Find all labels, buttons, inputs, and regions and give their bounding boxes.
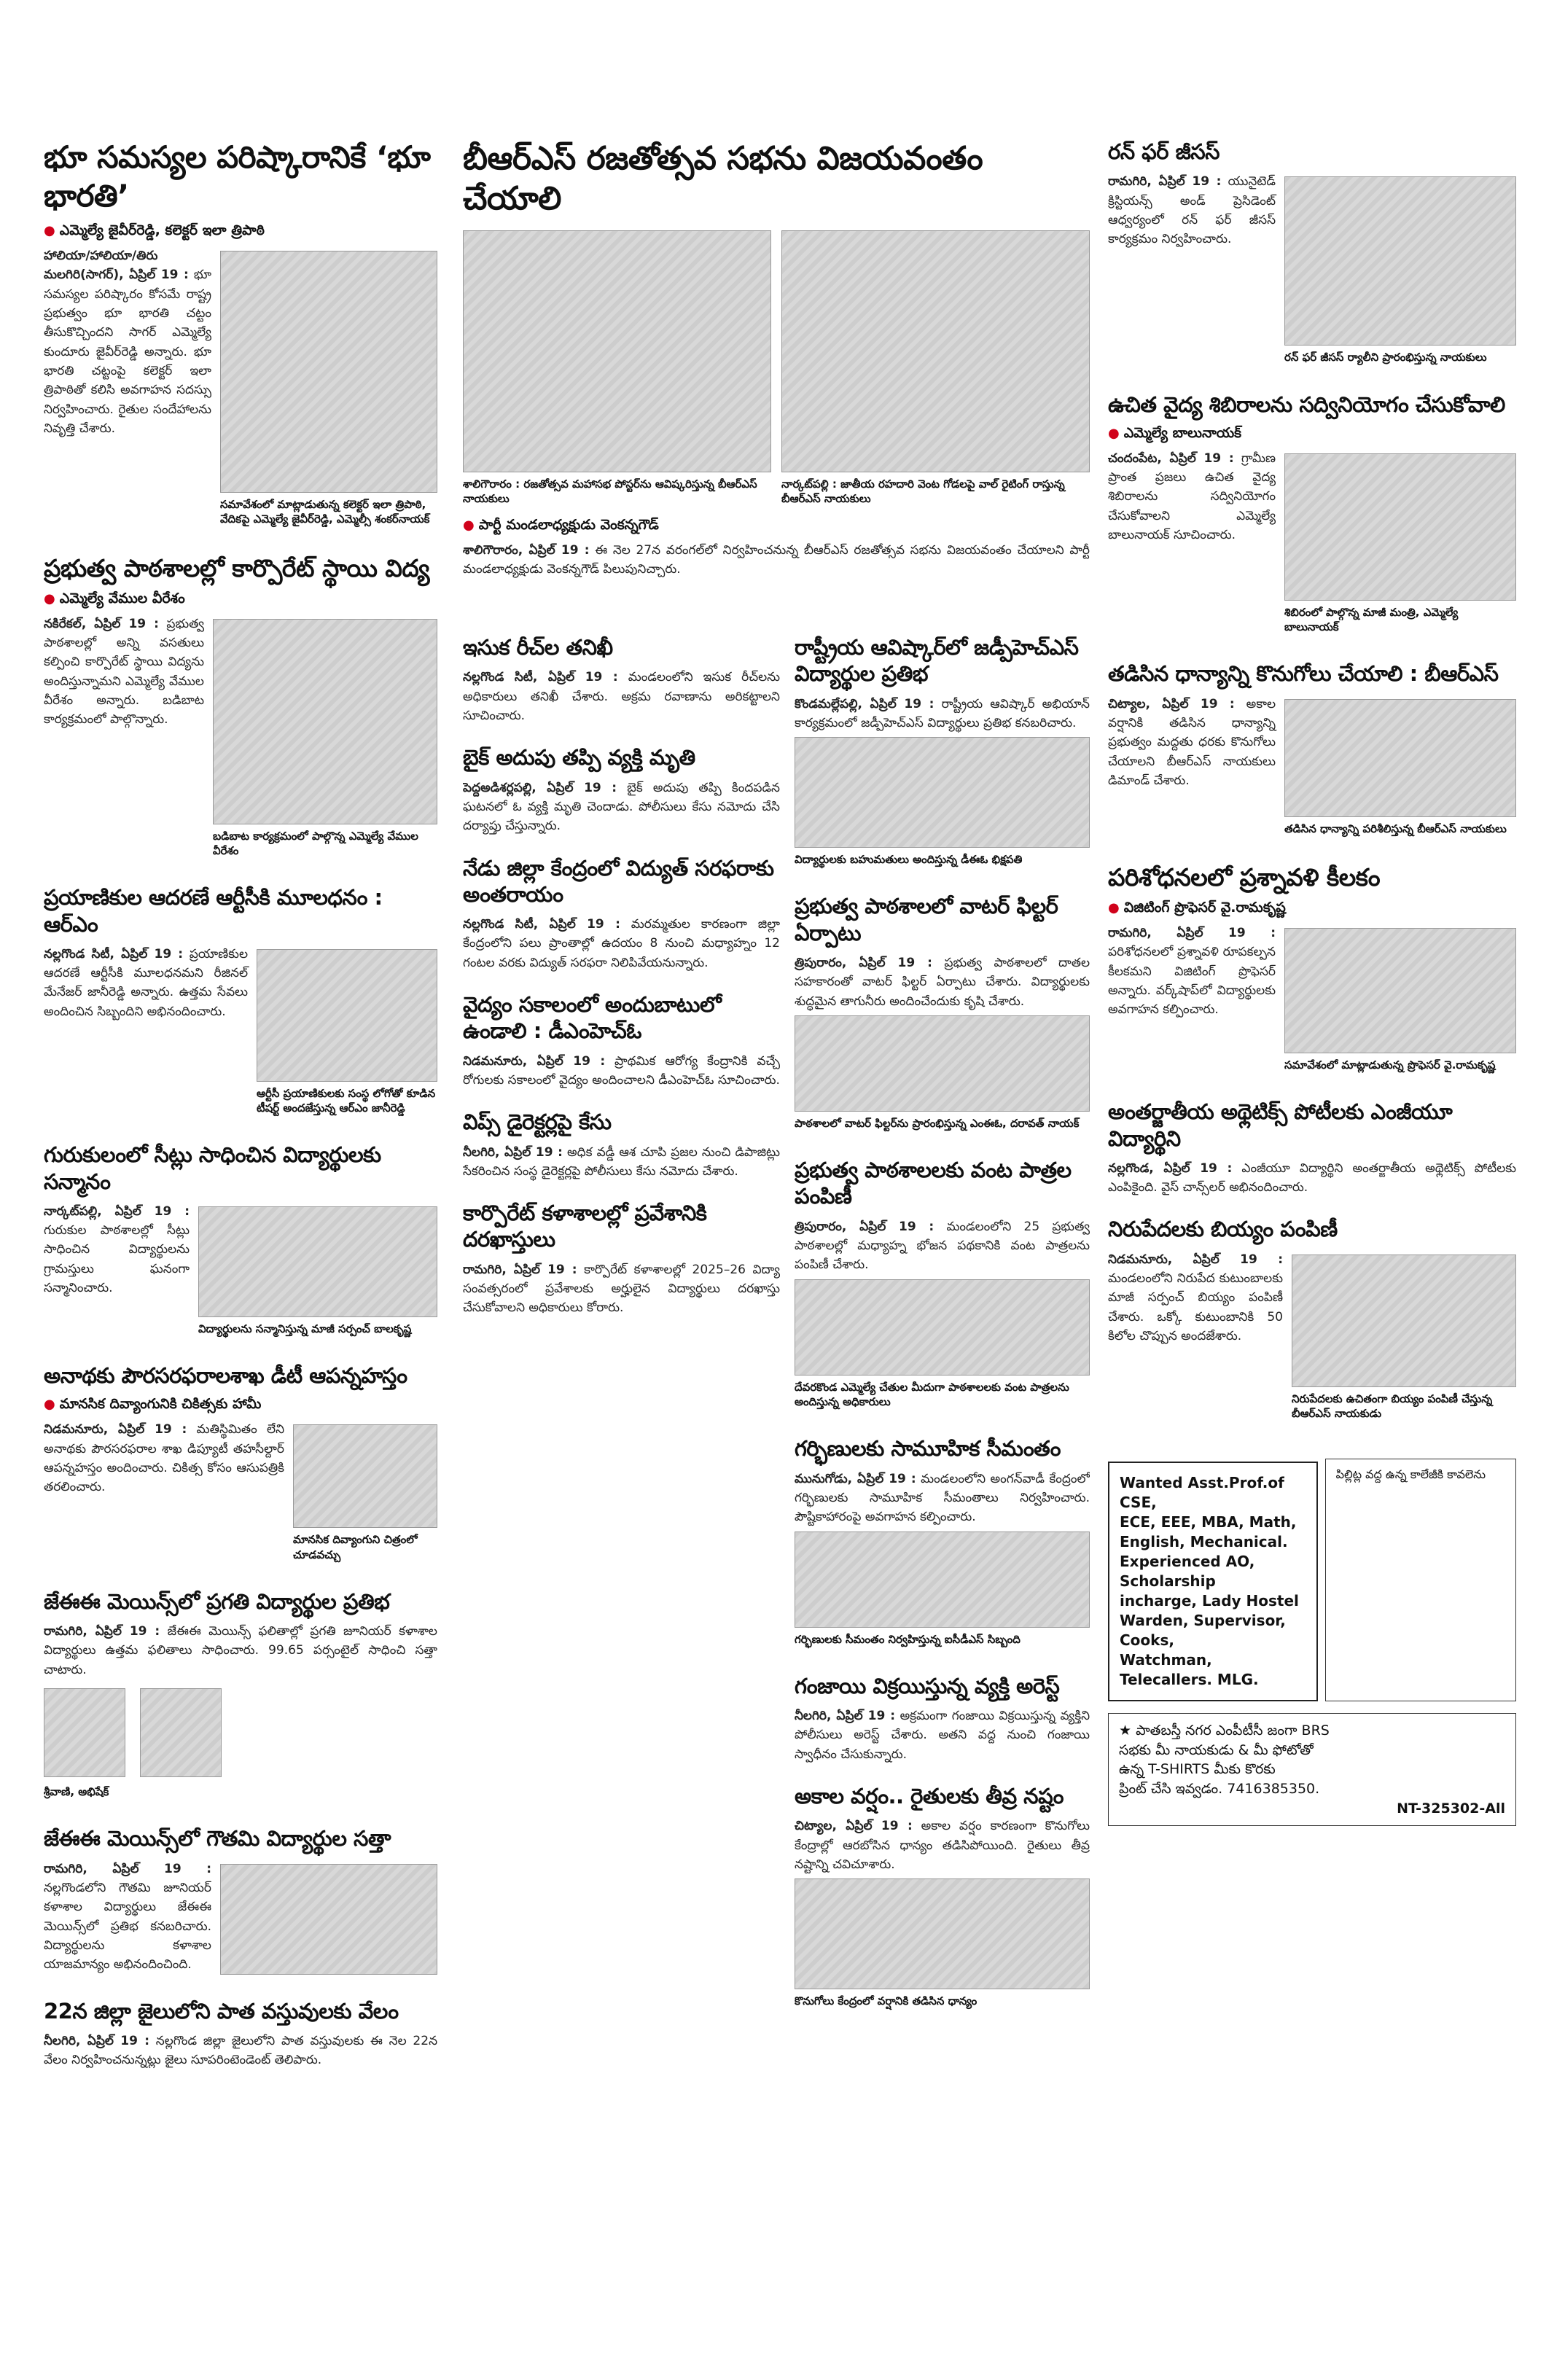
- student-photo-2: [140, 1688, 222, 1777]
- article-orphan-help: [44, 1362, 437, 1569]
- article-bike-accident: [463, 744, 780, 835]
- headline: ఉచిత వైద్య శిబిరాలను సద్వినియోగం చేసుకోవాలి: [1108, 391, 1505, 417]
- rtc-photo: [257, 949, 437, 1082]
- photo-caption: కొనుగోలు కేంద్రంలో వర్షానికి తడిసిన ధాన్యం: [795, 1994, 977, 2008]
- prize-photo: [795, 737, 1090, 848]
- article-body: నీలగిరి, ఏప్రిల్ 19 : అధిక వడ్డీ ఆశ చూపి ప్రజల నుంచి డిపాజిట్లు సేకరించిన సంస్థ డైరెక్టర్లపై పోలీసులు కేసు నమోదు చేశారు.: [463, 1144, 780, 1179]
- article-body: చిట్యాల, ఏప్రిల్ 19 : అకాల వర్షానికి తడిసిన ధాన్యాన్ని ప్రభుత్వం మద్దతు ధరకు కొనుగోలు చేయాలని బీఆర్‌ఎస్ నాయకులు డిమాండ్ చేశారు.: [1108, 696, 1276, 788]
- byline: ● ఎమ్మెల్యే జైవీర్‌రెడ్డి, కలెక్టర్ ఇలా త్రిపాఠి: [44, 222, 265, 238]
- article-run-for-jesus: [1108, 138, 1516, 372]
- photo-caption: దేవరకొండ ఎమ్మెల్యే చేతుల మీదుగా పాఠశాలలకు వంట పాత్రలను అందిస్తున్న అధికారులు: [795, 1380, 1069, 1408]
- wall-writing-photo: [781, 230, 1090, 472]
- article-body: నల్లగొండ, ఏప్రిల్ 19 : ఎంజీయూ విద్యార్థిని అంతర్జాతీయ అథ్లెటిక్స్ పోటీలకు ఎంపికైంది. వైస్ చాన్స్‌లర్ అభినందించారు.: [1108, 1160, 1516, 1195]
- headline: అంతర్జాతీయ అథ్లెటిక్స్ పోటీలకు ఎంజీయూ విద్యార్థిని: [1108, 1099, 1453, 1151]
- article-body: నీలగిరి, ఏప్రిల్ 19 : అక్రమంగా గంజాయి విక్రయిస్తున్న వ్యక్తిని పోలీసులు అరెస్ట్ చేశారు. అతని వద్ద నుంచి గంజాయి స్వాధీనం చేసుకున్నారు.: [795, 1709, 1090, 1762]
- badibata-photo: [213, 619, 437, 824]
- headline: కార్పొరేట్ కళాశాలల్లో ప్రవేశానికి దరఖాస్తులు: [463, 1201, 707, 1252]
- headline: ఇసుక రీచ్‌ల తనిఖీ: [463, 635, 613, 660]
- article-water-filter: [795, 893, 1090, 1138]
- article-jee-pragathi: [44, 1588, 437, 1807]
- byline: ● విజిటింగ్ ప్రొఫెసర్ వై.రామకృష్ణ: [1108, 900, 1286, 916]
- article-sand-reach: [463, 634, 780, 725]
- headline: రన్ ఫర్ జీసస్: [1108, 139, 1220, 164]
- column-3: [795, 634, 1090, 2035]
- vessels-photo: [795, 1279, 1090, 1376]
- students-group-photo: [220, 1864, 437, 1975]
- article-research: [1108, 862, 1516, 1080]
- photo-caption: సమావేశంలో మాట్లాడుతున్న కలెక్టర్ ఇలా త్రిపాఠి, వేదికపై ఎమ్మెల్యే జైవీర్‌రెడ్డి, ఎమ్మెల్సీ శంకర్‌నాయక్: [220, 498, 430, 526]
- photo-caption: శిబిరంలో పాల్గొన్న మాజీ మంత్రి, ఎమ్మెల్యే బాలునాయక్: [1284, 605, 1459, 633]
- poster-launch-photo: [463, 230, 771, 472]
- column-2: [463, 634, 780, 1337]
- student-photo-1: [44, 1688, 125, 1777]
- article-body: కొండమల్లేపల్లి, ఏప్రిల్ 19 : రాష్ట్రీయ ఆవిష్కార్ అభియాన్ కార్యక్రమంలో జడ్పీహెచ్‌ఎస్ విద్యార్థులు ప్రతిభ కనబరిచారు.: [795, 696, 1090, 730]
- article-dmho: [463, 991, 780, 1090]
- bullet-icon: ●: [1108, 900, 1120, 916]
- lead-byline: ● పార్టీ మండలాధ్యక్షుడు వెంకన్నగౌడ్: [463, 516, 659, 533]
- article-jail-auction: [44, 1998, 437, 2070]
- headline: వైద్యం సకాలంలో అందుబాటులో ఉండాలి : డీఎంహెచ్‌ఓ: [463, 992, 722, 1044]
- professor-photo: [1284, 928, 1516, 1053]
- article-corporate-education: [44, 553, 437, 866]
- article-bhu-bharati: [44, 138, 437, 534]
- meeting-photo: [220, 251, 437, 493]
- headline: గంజాయి విక్రయిస్తున్న వ్యక్తి అరెస్ట్: [795, 1673, 1060, 1698]
- article-body: మునుగోడు, ఏప్రిల్ 19 : మండలంలోని అంగన్‌వాడీ కేంద్రంలో గర్భిణులకు సామూహిక సీమంతాలు నిర్వహించారు. పౌష్టికాహారంపై అవగాహన కల్పించారు.: [795, 1471, 1090, 1525]
- lead-story-banner: [463, 138, 1090, 579]
- bullet-icon: ●: [1108, 425, 1120, 441]
- article-body: నిడమనూరు, ఏప్రిల్ 19 : మతిస్థిమితం లేని అనాథకు పౌరసరఫరాల శాఖ డిప్యూటీ తహసీల్దార్ ఆపన్నహస్తం అందించారు. చికిత్స కోసం ఆసుపత్రికి తరలించారు.: [44, 1422, 285, 1495]
- column-4: [1108, 138, 1516, 1826]
- article-body: నీలగిరి, ఏప్రిల్ 19 : నల్లగొండ జిల్లా జైలులోని పాత వస్తువులకు ఈ నెల 22న వేలం నిర్వహించనున్నట్లు జైలు సూపరింటెండెంట్ తెలిపారు.: [44, 2033, 437, 2068]
- article-body: నార్కట్‌పల్లి, ఏప్రిల్ 19 : గురుకుల పాఠశాలల్లో సీట్లు సాధించిన విద్యార్థులను గ్రామస్తులు ఘనంగా సన్మానించారు.: [44, 1203, 190, 1296]
- article-aavishkar: [795, 634, 1090, 874]
- headline: ప్రభుత్వ పాఠశాలల్లో కార్పొరేట్ స్థాయి విద్య: [44, 553, 430, 582]
- headline: గర్భిణులకు సామూహిక సీమంతం: [795, 1436, 1061, 1462]
- felicitation-photo: [198, 1206, 437, 1317]
- rice-photo: [1292, 1255, 1516, 1387]
- photo-caption: తడిసిన ధాన్యాన్ని పరిశీలిస్తున్న బీఆర్‌ఎస్ నాయకులు: [1284, 822, 1507, 835]
- headline: 22న జిల్లా జైలులోని పాత వస్తువులకు వేలం: [44, 1998, 399, 2024]
- article-wet-grain: [1108, 660, 1516, 843]
- article-jee-gouthami: [44, 1825, 437, 1978]
- headline: విప్స్ డైరెక్టర్లపై కేసు: [463, 1109, 612, 1135]
- photo-caption-right: నార్కట్‌పల్లి : జాతీయ రహదారి వెంట గోడలపై వాల్ రైటింగ్ రాస్తున్న బీఆర్‌ఎస్ నాయకులు: [781, 477, 1065, 506]
- headline: జేఈఈ మెయిన్స్‌లో గౌతమి విద్యార్థుల సత్తా: [44, 1826, 391, 1852]
- article-gurukul: [44, 1142, 437, 1343]
- headline: అకాల వర్షం.. రైతులకు తీవ్ర నష్టం: [795, 1784, 1064, 1809]
- lead-body: శాలిగౌరారం, ఏప్రిల్ 19 : ఈ నెల 27న వరంగల్‌లో నిర్వహించనున్న బీఆర్‌ఎస్ రజతోత్సవ సభను విజయవంతం చేయాలని పార్టీ మండలాధ్యక్షుడు వెంకన్నగౌడ్ పిలుపునిచ్చారు.: [463, 542, 1090, 577]
- article-body: నల్లగొండ సిటీ, ఏప్రిల్ 19 : మండలంలోని ఇసుక రీచ్‌లను అధికారులు తనిఖీ చేశారు. అక్రమ రవాణాను అరికట్టాలని సూచించారు.: [463, 670, 780, 723]
- article-rice-distribution: [1108, 1216, 1516, 1428]
- column-1: [44, 138, 437, 2088]
- byline: ● మానసిక దివ్యాంగునికి చికిత్సకు హామీ: [44, 1396, 262, 1413]
- article-athletics: [1108, 1099, 1516, 1197]
- article-body: నిడమనూరు, ఏప్రిల్ 19 : ప్రాథమిక ఆరోగ్య కేంద్రానికి వచ్చే రోగులకు సకాలంలో వైద్యం అందించాలని డీఎంహెచ్‌ఓ సూచించారు.: [463, 1053, 780, 1088]
- headline: తడిసిన ధాన్యాన్ని కొనుగోలు చేయాలి : బీఆర్‌ఎస్: [1108, 661, 1499, 687]
- seemantham-photo: [795, 1532, 1090, 1628]
- article-body: రామగిరి, ఏప్రిల్ 19 : పరిశోధనలలో ప్రశ్నావళి రూపకల్పన కీలకమని విజిటింగ్ ప్రొఫెసర్ అన్నారు. వర్క్‌షాప్‌లో విద్యార్థులకు అవగాహన కల్పించారు.: [1108, 926, 1276, 1018]
- photo-caption: శ్రీవాణి, అభిషేక్: [44, 1785, 109, 1799]
- bullet-icon: ●: [463, 517, 475, 533]
- byline: ● ఎమ్మెల్యే బాలునాయక్: [1108, 424, 1242, 441]
- article-body: త్రిపురారం, ఏప్రిల్ 19 : మండలంలోని 25 ప్రభుత్వ పాఠశాలల్లో మధ్యాహ్న భోజన పథకానికి వంట పాత్రలను పంపిణీ చేశారు.: [795, 1219, 1090, 1273]
- photo-caption: పాఠశాలలో వాటర్ ఫిల్టర్‌ను ప్రారంభిస్తున్న ఎంఈఓ, దరావత్ నాయక్: [795, 1116, 1080, 1130]
- article-body: నల్లగొండ సిటీ, ఏప్రిల్ 19 : మరమ్మతుల కారణంగా జిల్లా కేంద్రంలోని పలు ప్రాంతాల్లో ఉదయం 8 నుంచి మధ్యాహ్నం 12 గంటల వరకు విద్యుత్ సరఫరా నిలిపివేయనున్నారు.: [463, 917, 780, 970]
- headline: బైక్ అదుపు తప్పి వ్యక్తి మృతి: [463, 745, 695, 770]
- article-ganja-arrest: [795, 1673, 1090, 1764]
- photo-caption: విద్యార్థులను సన్మానిస్తున్న మాజీ సర్పంచ్ బాలకృష్ణ: [198, 1322, 412, 1335]
- article-cooking-vessels: [795, 1157, 1090, 1416]
- photo-caption-left: శాలిగౌరారం : రజతోత్సవ మహాసభ పోస్టర్‌ను ఆవిష్కరిస్తున్న బీఆర్‌ఎస్ నాయకులు: [463, 477, 757, 506]
- photo-caption: ఆర్టీసీ ప్రయాణికులకు సంస్థ లోగోతో కూడిన టీషర్ట్ అందజేస్తున్న ఆర్‌ఎం జానీరెడ్డి: [257, 1086, 436, 1115]
- photo-caption: విద్యార్థులకు బహుమతులు అందిస్తున్న డీఈఓ భిక్షపతి: [795, 853, 1023, 867]
- classified-notice: పిల్లిట్ల వద్ద ఉన్న కాలేజీకి కావలెను: [1325, 1459, 1516, 1701]
- headline: నిరుపేదలకు బియ్యం పంపిణీ: [1108, 1217, 1338, 1242]
- tshirt-advertisement: ★ పాతబస్తీ నగర ఎంపీటీసీ జంగా BRS సభకు మీ నాయకుడు & మీ ఫోటోతో ఉన్న T-SHIRTS మీకు కొరకు ప్రింట్ చేసి ఇవ్వడం. 7416385350. NT-325302-All: [1108, 1713, 1516, 1826]
- photo-caption: మానసిక దివ్యాంగుని చిత్రంలో చూడవచ్చు: [293, 1533, 418, 1561]
- headline: పరిశోధనలలో ప్రశ్నావళి కీలకం: [1108, 862, 1381, 891]
- article-body: పెద్దఅడిశర్లపల్లి, ఏప్రిల్ 19 : బైక్ అదుపు తప్పి కిందపడిన ఘటనలో ఓ వ్యక్తి మృతి చెందాడు. పోలీసులు కేసు నమోదు చేసి దర్యాప్తు చేస్తున్నారు.: [463, 780, 780, 834]
- job-advertisement: Wanted Asst.Prof.of CSE, ECE, EEE, MBA, Math, English, Mechanical. Experienced AO, Scholarship incharge, Lady Hostel Warden, Supervisor, Cooks, Watchman, Telecallers. MLG.: [1108, 1462, 1318, 1701]
- camp-photo: [1284, 453, 1516, 601]
- article-seemantham: [795, 1435, 1090, 1654]
- headline: ప్రయాణికుల ఆదరణే ఆర్టీసీకి మూలధనం : ఆర్‌ఎం: [44, 885, 383, 937]
- headline: ప్రభుత్వ పాఠశాలలో వాటర్ ఫిల్టర్ ఏర్పాటు: [795, 894, 1058, 945]
- article-body: రామగిరి, ఏప్రిల్ 19 : కార్పొరేట్ కళాశాలల్లో 2025–26 విద్యా సంవత్సరంలో ప్రవేశాలకు అర్హులైన విద్యార్థులు దరఖాస్తు చేసుకోవాలని అధికారులు కోరారు.: [463, 1262, 780, 1316]
- headline: అనాథకు పౌరసరఫరాలశాఖ డీటీ ఆపన్నహస్తం: [44, 1363, 407, 1388]
- article-body: నల్లగొండ సిటీ, ఏప్రిల్ 19 : ప్రయాణికుల ఆదరణే ఆర్టీసీకి మూలధనమని రీజినల్ మేనేజర్ జానీరెడ్డి అన్నారు. ఉత్తమ సేవలు అందించిన సిబ్బందిని అభినందించారు.: [44, 946, 248, 1019]
- water-filter-photo: [795, 1015, 1090, 1112]
- article-body: చందంపేట, ఏప్రిల్ 19 : గ్రామీణ ప్రాంత ప్రజలు ఉచిత వైద్య శిబిరాలను సద్వినియోగం చేసుకోవాలని ఎమ్మెల్యే బాలునాయక్ సూచించారు.: [1108, 450, 1276, 543]
- photo-caption: రన్ ఫర్ జీసస్ ర్యాలీని ప్రారంభిస్తున్న నాయకులు: [1284, 351, 1487, 364]
- article-medical-camp: [1108, 391, 1516, 642]
- article-body: త్రిపురారం, ఏప్రిల్ 19 : ప్రభుత్వ పాఠశాలలో దాతల సహకారంతో వాటర్ ఫిల్టర్ ఏర్పాటు చేశారు. విద్యార్థులకు శుద్ధమైన తాగునీరు అందించేందుకు కృషి చేశారు.: [795, 955, 1090, 1009]
- article-body: నిడమనూరు, ఏప్రిల్ 19 : మండలంలోని నిరుపేద కుటుంబాలకు మాజీ సర్పంచ్ బియ్యం పంపిణీ చేశారు. ఒక్కో కుటుంబానికి 50 కిలోల చొప్పున అందజేశారు.: [1108, 1252, 1283, 1344]
- article-body: రామగిరి, ఏప్రిల్ 19 : యునైటెడ్ క్రిస్టియన్స్ అండ్ ప్రెసిడెంట్ ఆధ్వర్యంలో రన్ ఫర్ జీసస్ కార్యక్రమం నిర్వహించారు.: [1108, 174, 1276, 247]
- photo-caption: సమావేశంలో మాట్లాడుతున్న ప్రొఫెసర్ వై.రామకృష్ణ: [1284, 1058, 1496, 1072]
- rain-damage-photo: [795, 1878, 1090, 1989]
- article-vips-case: [463, 1109, 780, 1181]
- bullet-icon: ●: [44, 590, 55, 606]
- headline: రాష్ట్రీయ ఆవిష్కార్‌లో జడ్పీహెచ్‌ఎస్ విద్యార్థుల ప్రతిభ: [795, 635, 1079, 687]
- headline: నేడు జిల్లా కేంద్రంలో విద్యుత్ సరఫరాకు అంతరాయం: [463, 855, 774, 907]
- article-body: హాలియా/హాలియా/తిరు మలగిరి(సాగర్), ఏప్రిల్ 19 : భూ సమస్యల పరిష్కారం కోసమే రాష్ట్ర ప్రభుత్వం భూ భారతి చట్టం తీసుకొచ్చిందని సాగర్ ఎమ్మెల్యే కుందూరు జైవీర్‌రెడ్డి అన్నారు. భూ భారతి చట్టంపై కలెక్టర్ ఇలా త్రిపాఠితో కలిసి అవగాహన సదస్సు నిర్వహించారు. రైతుల సందేహాలను నివృత్తి చేశారు.: [44, 249, 211, 437]
- article-power-cut: [463, 855, 780, 973]
- photo-caption: నిరుపేదలకు ఉచితంగా బియ్యం పంపిణీ చేస్తున్న బీఆర్‌ఎస్ నాయకుడు: [1292, 1392, 1493, 1420]
- grain-photo: [1284, 699, 1516, 817]
- headline: ప్రభుత్వ పాఠశాలలకు వంట పాత్రల పంపిణీ: [795, 1158, 1072, 1209]
- article-rtc: [44, 884, 437, 1123]
- article-body: రామగిరి, ఏప్రిల్ 19 : నల్లగొండలోని గౌతమి జూనియర్ కళాశాల విద్యార్థులు జేఈఈ మెయిన్స్‌లో ప్రతిభ కనబరిచారు. విద్యార్థులను కళాశాల యాజమాన్యం అభినందించింది.: [44, 1861, 211, 1973]
- lead-headline: బీఆర్‌ఎస్ రజతోత్సవ సభను విజయవంతం చేయాలి: [463, 140, 983, 217]
- article-body: నకిరేకల్, ఏప్రిల్ 19 : ప్రభుత్వ పాఠశాలల్లో అన్ని వసతులు కల్పించి కార్పొరేట్ స్థాయి విద్యను అందిస్తున్నామని ఎమ్మెల్యే వేముల వీరేశం అన్నారు. బడిబాట కార్యక్రమంలో పాల్గొన్నారు.: [44, 616, 205, 727]
- article-untimely-rain: [795, 1783, 1090, 2016]
- photo-caption: గర్భిణులకు సీమంతం నిర్వహిస్తున్న ఐసీడీఎస్ సిబ్బంది: [795, 1632, 1021, 1646]
- byline: ● ఎమ్మెల్యే వేముల వీరేశం: [44, 590, 185, 606]
- bullet-icon: ●: [44, 223, 55, 238]
- bullet-icon: ●: [44, 1397, 55, 1413]
- photo-caption: బడిబాట కార్యక్రమంలో పాల్గొన్న ఎమ్మెల్యే వేముల వీరేశం: [213, 829, 418, 857]
- article-body: చిట్యాల, ఏప్రిల్ 19 : అకాల వర్షం కారణంగా కొనుగోలు కేంద్రాల్లో ఆరబోసిన ధాన్యం తడిసిపోయింది. రైతులు తీవ్ర నష్టాన్ని చవిచూశారు.: [795, 1819, 1090, 1872]
- article-body: రామగిరి, ఏప్రిల్ 19 : జేఈఈ మెయిన్స్ ఫలితాల్లో ప్రగతి జూనియర్ కళాశాల విద్యార్థులు ఉత్తమ ఫలితాలు సాధించారు. 99.65 పర్సంటైల్ సాధించి సత్తా చాటారు.: [44, 1624, 437, 1677]
- headline: భూ సమస్యల పరిష్కారానికే ‘భూ భారతి’: [44, 139, 431, 214]
- headline: గురుకులంలో సీట్లు సాధించిన విద్యార్థులకు సన్మానం: [44, 1142, 381, 1194]
- headline: జేఈఈ మెయిన్స్‌లో ప్రగతి విద్యార్థుల ప్రతిభ: [44, 1588, 390, 1614]
- run-photo: [1284, 176, 1516, 346]
- article-corporate-college: [463, 1200, 780, 1318]
- orphan-photo: [293, 1424, 437, 1528]
